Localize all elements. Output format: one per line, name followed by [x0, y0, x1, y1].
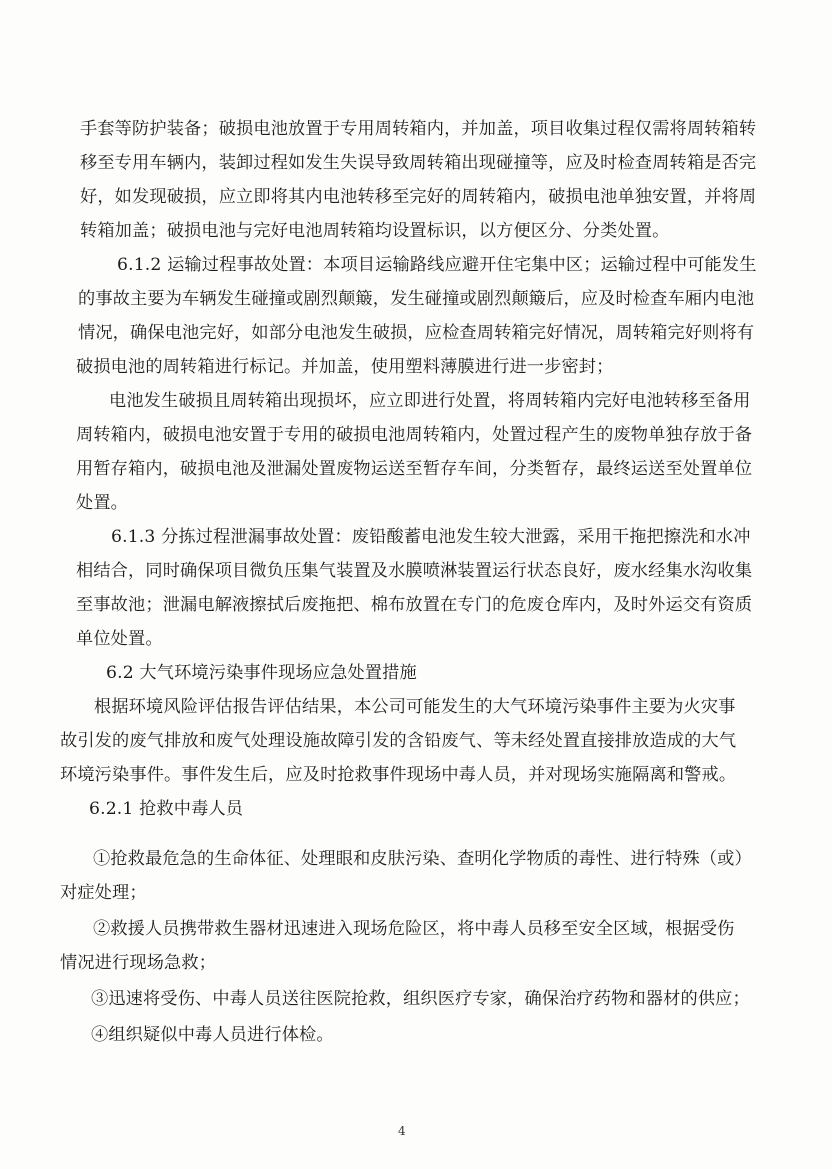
list-item-1: ①抢救最危急的生命体征、处理眼和皮肤污染、查明化学物质的毒性、进行特殊（或） [93, 849, 752, 869]
text-line: 情况进行现场急救； [60, 953, 217, 973]
text-line: 故引发的废气排放和废气处理设施故障引发的含铅废气、等未经处置直接排放造成的大气 [60, 731, 737, 751]
text-line: 破损电池的周转箱进行标记。并加盖，使用塑料薄膜进行进一步密封； [76, 357, 614, 377]
text-line: 相结合，同时确保项目微负压集气装置及水膜喷淋装置运行状态良好，废水经集水沟收集 [76, 561, 753, 581]
text-line: 情况，确保电池完好，如部分电池发生破损，应检查周转箱完好情况，周转箱完好则将有 [78, 323, 755, 343]
section-heading-6-1-3: 6.1.3 分拣过程泄漏事故处置：废铅酸蓄电池发生较大泄露，采用干拖把擦洗和水冲 [111, 527, 751, 547]
text-line: 移至专用车辆内，装卸过程如发生失误导致周转箱出现碰撞等，应及时检查周转箱是否完 [80, 153, 757, 173]
text-line: 单位处置。 [76, 629, 163, 649]
page-number: 4 [398, 1124, 406, 1138]
text-line: 好，如发现破损，应立即将其内电池转移至完好的周转箱内，破损电池单独安置，并将周 [80, 187, 757, 207]
section-heading-6-1-2: 6.1.2 运输过程事故处置：本项目运输路线应避开住宅集中区；运输过程中可能发生 [117, 255, 757, 275]
section-heading-6-2: 6.2 大气环境污染事件现场应急处置措施 [106, 663, 417, 683]
text-line: 对症处理； [60, 883, 147, 903]
text-line: 用暂存箱内，破损电池及泄漏处置废物运送至暂存车间，分类暂存，最终运送至处置单位 [76, 459, 753, 479]
text-line: 环境污染事件。事件发生后，应及时抢救事件现场中毒人员，并对现场实施隔离和警戒。 [60, 765, 737, 785]
text-line: 根据环境风险评估报告评估结果，本公司可能发生的大气环境污染事件主要为火灾事 [94, 697, 736, 717]
text-line: 周转箱内，破损电池安置于专用的破损电池周转箱内，处置过程产生的废物单独存放于备 [76, 425, 753, 445]
list-item-3: ③迅速将受伤、中毒人员送往医院抢救，组织医疗专家，确保治疗药物和器材的供应； [91, 989, 750, 1009]
list-item-4: ④组织疑似中毒人员进行体检。 [91, 1025, 334, 1045]
text-line: 的事故主要为车辆发生碰撞或剧烈颠簸，发生碰撞或剧烈颠簸后，应及时检查车厢内电池 [78, 289, 755, 309]
text-line: 转箱加盖；破损电池与完好电池周转箱均设置标识，以方便区分、分类处置。 [80, 221, 670, 241]
list-item-2: ②救援人员携带救生器材迅速进入现场危险区，将中毒人员移至安全区域，根据受伤 [93, 919, 735, 939]
text-line: 手套等防护装备；破损电池放置于专用周转箱内，并加盖，项目收集过程仅需将周转箱转 [80, 119, 757, 139]
section-heading-6-2-1: 6.2.1 抢救中毒人员 [89, 799, 244, 819]
text-line: 电池发生破损且周转箱出现损坏，应立即进行处置，将周转箱内完好电池转移至备用 [109, 391, 751, 411]
text-line: 至事故池；泄漏电解液擦拭后废拖把、棉布放置在专门的危废仓库内，及时外运交有资质 [76, 595, 753, 615]
text-line: 处置。 [76, 493, 129, 513]
